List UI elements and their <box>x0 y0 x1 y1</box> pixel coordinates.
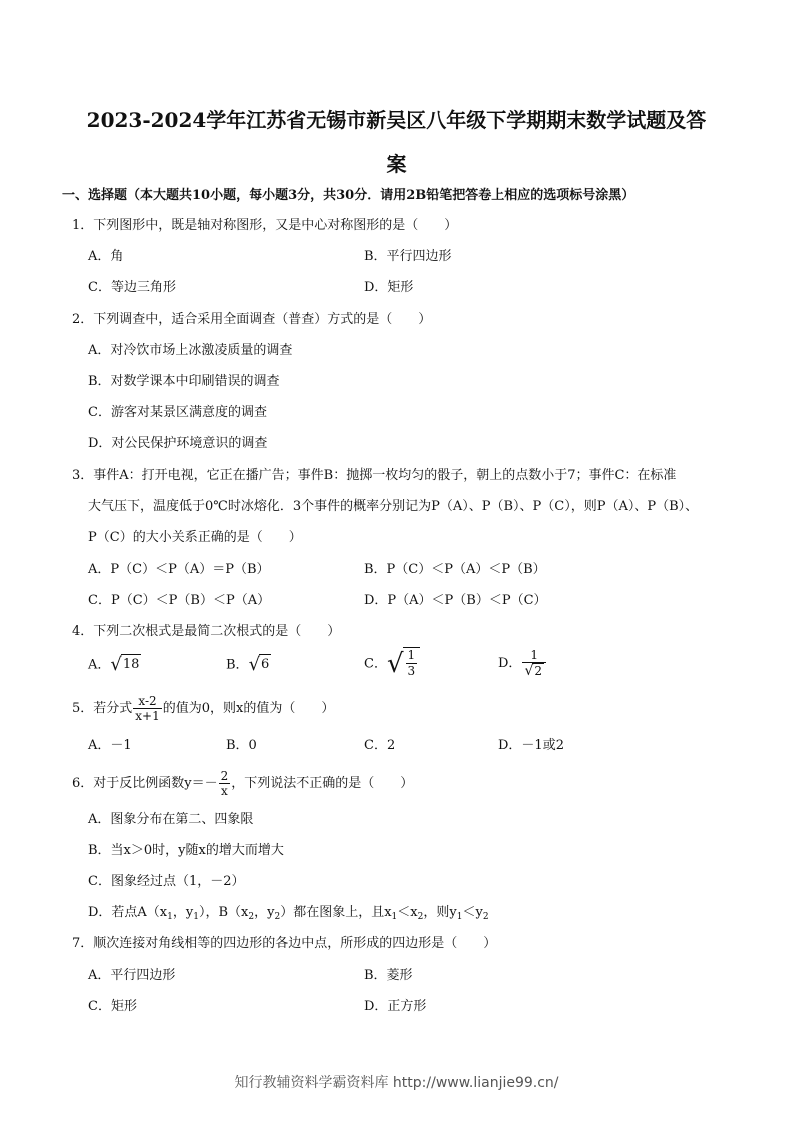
q6-denominator: x <box>221 784 228 798</box>
q3-option-c: C．P（C）＜P（B）＜P（A） <box>88 593 271 608</box>
q6-option-d <box>88 903 489 927</box>
q6-d-text: ，y <box>254 905 275 920</box>
q5-option-c: C．2 <box>364 738 396 753</box>
q1-option-d: D．矩形 <box>364 280 414 295</box>
q3-option-d: D．P（A）＜P（B）＜P（C） <box>364 593 547 608</box>
q6-option-b: B．当x＞0时，y随x的增大而增大 <box>88 843 284 858</box>
q5-option-b: B．0 <box>226 738 257 753</box>
q3-option-a: A．P（C）＜P（A）＝P（B） <box>88 562 270 577</box>
q2-option-c: C．游客对某景区满意度的调查 <box>88 405 267 420</box>
q4-option-b <box>226 654 271 676</box>
q3-stem-line-2: 大气压下，温度低于0℃时冰熔化．3个事件的概率分别记为P（A）、P（B）、P（C），则P（A）、P（B）、 <box>88 499 699 514</box>
q6-stem-post: ，下列说法不正确的是（ ） <box>231 776 414 791</box>
q6-d-text: ）都在图象上，且x <box>280 905 392 920</box>
q7-option-a: A．平行四边形 <box>88 968 176 983</box>
q4-option-a-radicand: 18 <box>121 654 142 676</box>
subscript: 1 <box>193 912 199 922</box>
q6-d-text: ＜x <box>397 905 418 920</box>
q3-stem-line-3: P（C）的大小关系正确的是（ ） <box>88 530 302 545</box>
q4-option-b-radicand: 6 <box>259 654 271 676</box>
subscript: 2 <box>417 912 424 922</box>
q1-stem: 1．下列图形中，既是轴对称图形，又是中心对称图形的是（ ） <box>72 218 458 233</box>
sqrt-symbol: √ $\frac{1}{3}$ <box>387 647 420 681</box>
q2-stem: 2．下列调查中，适合采用全面调查（普查）方式的是（ ） <box>72 312 432 327</box>
sqrt-symbol: √ 2 <box>524 663 542 679</box>
q3-stem-line-1: 3．事件A：打开电视，它正在播广告；事件B：抛掷一枚均匀的骰子，朝上的点数小于7；事件C：在标准 <box>72 468 677 483</box>
q5-option-d: D．－1或2 <box>498 738 564 753</box>
q4-option-c-denominator: 3 <box>407 664 416 678</box>
q5-denominator: x+1 <box>135 709 160 723</box>
q2-option-b: B．对数学课本中印刷错误的调查 <box>88 374 280 389</box>
q2-option-a: A．对冷饮市场上冰激凌质量的调查 <box>88 343 293 358</box>
section-heading: 一、选择题（本大题共10小题，每小题3分，共30分．请用2B铅笔把答卷上相应的选项标号涂黑） <box>62 188 635 203</box>
title-line-1: 2023-2024学年江苏省无锡市新吴区八年级下学期期末数学试题及答 <box>86 108 707 132</box>
q5-stem <box>72 694 334 723</box>
footer-watermark: 知行教辅资料学霸资料库 http://www.lianjie99.cn/ <box>234 1075 559 1091</box>
q4-option-c-label: C． <box>364 656 387 672</box>
subscript: 1 <box>456 912 463 922</box>
q6-numerator: 2 <box>220 769 229 783</box>
q4-option-d <box>498 648 547 679</box>
subscript: 2 <box>482 912 489 922</box>
q4-option-c-numerator: 1 <box>407 648 416 662</box>
sqrt-symbol: √ 18 <box>110 654 140 675</box>
q6-d-text: D．若点A（x <box>88 905 168 920</box>
q4-option-a <box>88 654 141 676</box>
page-title <box>60 98 733 186</box>
q3-option-b: B．P（C）＜P（A）＜P（B） <box>364 562 546 577</box>
q6-d-text: ，y <box>172 905 194 920</box>
q7-stem: 7．顺次连接对角线相等的四边形的各边中点，所形成的四边形是（ ） <box>72 936 497 951</box>
q4-option-d-numerator: 1 <box>522 648 546 663</box>
q7-option-d: D．正方形 <box>364 999 427 1014</box>
q4-option-b-label: B． <box>226 657 249 673</box>
title-line-2: 案 <box>386 152 407 176</box>
q6-d-text: ），B（x <box>198 905 249 920</box>
q7-option-c: C．矩形 <box>88 999 137 1014</box>
q5-stem-pre: 5．若分式 <box>72 701 133 716</box>
q6-d-text: ，则y <box>423 905 457 920</box>
q5-stem-post: 的值为0，则x的值为（ ） <box>162 701 335 716</box>
q6-d-text: ＜y <box>462 905 483 920</box>
q1-option-a: A．角 <box>88 249 124 264</box>
subscript: 1 <box>167 912 173 922</box>
sqrt-symbol: √ 6 <box>248 654 270 675</box>
q6-option-c: C．图象经过点（1，－2） <box>88 874 245 889</box>
q4-option-d-label: D． <box>498 656 522 671</box>
subscript: 1 <box>391 912 398 922</box>
q7-option-b: B．菱形 <box>364 968 413 983</box>
q6-option-a: A．图象分布在第二、四象限 <box>88 812 254 827</box>
q4-option-c <box>364 647 420 681</box>
q6-stem-pre: 6．对于反比例函数y＝－ <box>72 776 218 791</box>
q1-option-c: C．等边三角形 <box>88 280 176 295</box>
q4-stem: 4．下列二次根式是最简二次根式的是（ ） <box>72 624 341 639</box>
q4-option-a-label: A． <box>88 657 111 673</box>
q1-option-b: B．平行四边形 <box>364 249 452 264</box>
q5-option-a: A．－1 <box>88 738 132 753</box>
q5-numerator: x-2 <box>133 694 161 709</box>
q2-option-d: D．对公民保护环境意识的调查 <box>88 436 268 451</box>
q6-stem <box>72 769 413 798</box>
subscript: 2 <box>248 912 255 922</box>
q4-option-d-radicand: 2 <box>534 664 542 678</box>
subscript: 2 <box>274 912 281 922</box>
